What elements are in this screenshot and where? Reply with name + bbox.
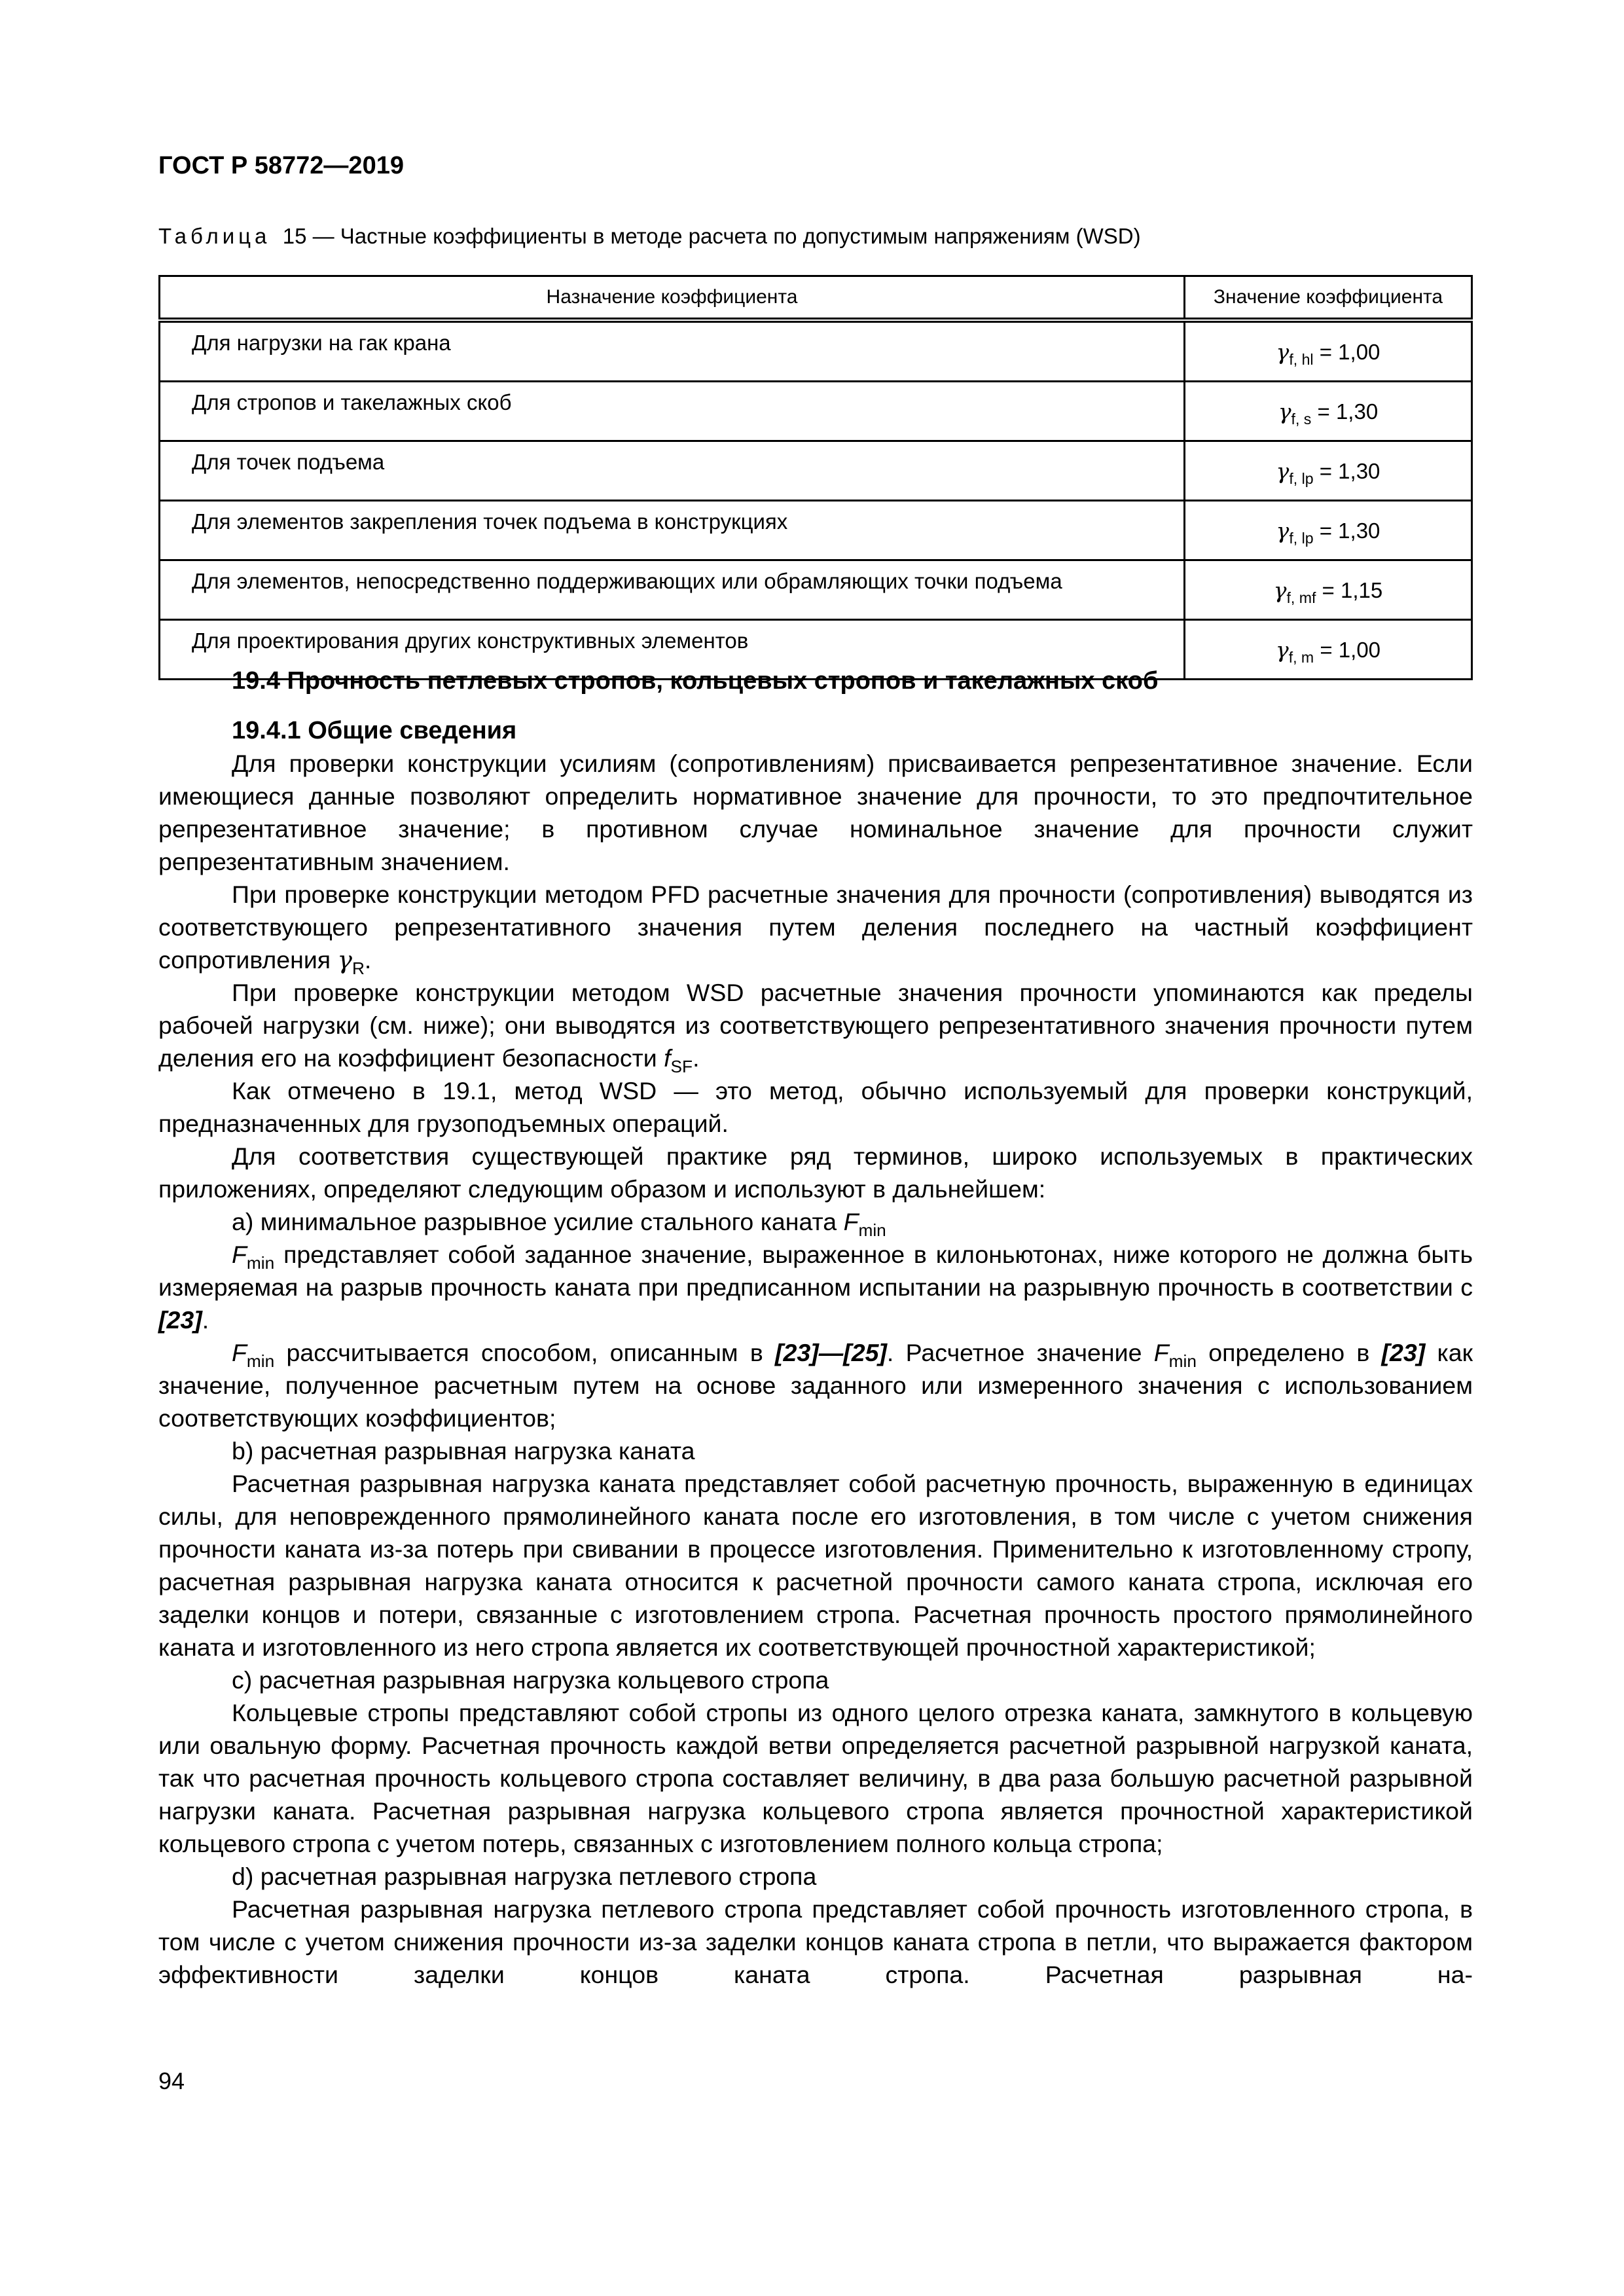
paragraph xyxy=(158,747,1473,878)
coefficient-number: = 1,30 xyxy=(1311,399,1379,424)
coefficient-value xyxy=(1185,441,1472,501)
coefficient-value xyxy=(1185,560,1472,620)
subscript: min xyxy=(246,1351,275,1372)
gamma-symbol: γ xyxy=(1273,577,1287,603)
table-caption-text: 15 — Частные коэффициенты в методе расчета по допустимым напряжениям (WSD) xyxy=(282,224,1141,248)
coefficient-purpose: Для проектирования других конструктивных элементов xyxy=(160,620,1185,680)
table-caption-label: Таблица xyxy=(158,224,271,248)
coefficient-subscript: f, mf xyxy=(1286,589,1316,606)
text-run: При проверке конструкции методом WSD расчетные значения прочности упоминаются как пределы рабочей нагрузки (см. ниже); они выводятся из соответствующего репрезентативного значения прочности путем деления его на коэффициент безопасности xyxy=(158,979,1473,1072)
text-run: d) расчетная разрывная нагрузка петлевого стропа xyxy=(232,1863,817,1890)
text-run: определено в xyxy=(1196,1339,1382,1366)
table-row xyxy=(160,320,1472,382)
coefficient-value xyxy=(1185,501,1472,560)
coefficient-subscript: f, lp xyxy=(1289,469,1314,487)
section-body xyxy=(158,665,1473,1991)
subscript: R xyxy=(352,958,365,979)
coefficient-subscript: f, lp xyxy=(1289,529,1314,547)
table-caption xyxy=(158,224,1141,249)
coefficient-subscript: f, s xyxy=(1291,410,1312,428)
text-run: Расчетная разрывная нагрузка каната представляет собой расчетную прочность, выраженную в единицах силы, для неповрежденного прямолинейного каната после его изготовления, в том числе с учетом снижения прочности каната из-за потерь при свивании в процессе изготовления. Применительно к изготовленному стропу, расчетная разрывная нагрузка каната относится к расчетной прочности самого каната стропа, исключая его заделки концов и потери, связанные с изготовлением стропа. Расчетная прочность простого прямолинейного каната и изготовленного из него стропа является их соответствующей прочностной характеристикой; xyxy=(158,1470,1473,1661)
paragraph xyxy=(158,878,1473,979)
text-run: a) минимальное разрывное усилие стального каната xyxy=(232,1208,844,1235)
text-run: c) расчетная разрывная нагрузка кольцевого стропа xyxy=(232,1666,829,1694)
coefficient-purpose: Для точек подъема xyxy=(160,441,1185,501)
italic-symbol: F xyxy=(843,1208,859,1235)
coefficient-number: = 1,00 xyxy=(1314,637,1381,662)
text-run: Кольцевые стропы представляют собой стропы из одного целого отрезка каната, замкнутого в кольцевую или овальную форму. Расчетная прочность каждой ветви определяется расчетной разрывной нагрузкой каната, так что расчетная прочность кольцевого стропа составляет величину, в два раза большую расчетной разрывной нагрузки каната. Расчетная разрывная нагрузка кольцевого стропа является прочностной характеристикой кольцевого стропа с учетом потерь, связанных с изготовлением полного кольца стропа; xyxy=(158,1699,1473,1857)
table-row xyxy=(160,382,1472,441)
italic-symbol: f xyxy=(664,1044,671,1072)
reference-link: [23] xyxy=(1381,1339,1426,1366)
paragraph xyxy=(158,1664,1473,1696)
coefficient-number: = 1,30 xyxy=(1313,518,1380,543)
subscript: SF xyxy=(670,1057,693,1077)
coefficient-value xyxy=(1185,320,1472,382)
coefficients-table xyxy=(158,275,1473,680)
table-header-row xyxy=(160,276,1472,321)
paragraph xyxy=(158,1238,1473,1336)
document-id: ГОСТ Р 58772—2019 xyxy=(158,152,404,179)
table-row xyxy=(160,501,1472,560)
coefficient-number: = 1,30 xyxy=(1313,458,1380,483)
text-run: . xyxy=(364,946,372,974)
text-run: рассчитывается способом, описанным в xyxy=(274,1339,776,1366)
text-run: Для соответствия существующей практике ряд терминов, широко используемых в практических приложениях, определяют следующим образом и используют в дальнейшем: xyxy=(158,1142,1473,1203)
coefficient-purpose: Для элементов закрепления точек подъема в конструкциях xyxy=(160,501,1185,560)
paragraph xyxy=(158,1205,1473,1241)
coefficient-purpose: Для нагрузки на гак крана xyxy=(160,320,1185,382)
gamma-symbol: γ xyxy=(1276,458,1290,484)
subscript: min xyxy=(1168,1351,1197,1372)
paragraph xyxy=(158,1140,1473,1205)
text-run: . Расчетное значение xyxy=(886,1339,1154,1366)
reference-link: [23] xyxy=(158,1306,202,1334)
paragraph xyxy=(158,1467,1473,1664)
text-run: . xyxy=(202,1306,209,1334)
gamma-symbol: γ xyxy=(1275,636,1289,663)
italic-symbol: F xyxy=(232,1241,247,1268)
coefficient-number: = 1,00 xyxy=(1313,339,1380,364)
paragraph xyxy=(158,1336,1473,1434)
italic-symbol: F xyxy=(232,1339,247,1366)
paragraph xyxy=(158,1893,1473,1991)
text-run: . xyxy=(693,1044,700,1072)
subscript: min xyxy=(858,1220,886,1241)
text-run: представляет собой заданное значение, выраженное в килоньютонах, ниже которого не должна быть измеряемая на разрыв прочность каната при предписанном испытании на разрывную прочность в соответствии с xyxy=(158,1241,1473,1301)
paragraph xyxy=(158,1696,1473,1860)
column-header-purpose: Назначение коэффициента xyxy=(160,276,1185,321)
gamma-symbol: γ xyxy=(1276,517,1290,543)
text-run: Расчетная разрывная нагрузка петлевого стропа представляет собой прочность изготовленного стропа, в том числе с учетом снижения прочности из-за заделки концов каната стропа в петли, что выражается фактором эффективности заделки концов каната стропа. Расчетная разрывная на- xyxy=(158,1895,1473,1988)
text-run: b) расчетная разрывная нагрузка каната xyxy=(232,1437,695,1465)
subsection-heading: 19.4.1 Общие сведения xyxy=(232,717,517,744)
text-run: При проверке конструкции методом PFD расчетные значения для прочности (сопротивления) выводятся из соответствующего репрезентативного значения путем деления последнего на частный коэффициент сопротивления xyxy=(158,881,1473,974)
coefficient-purpose: Для стропов и такелажных скоб xyxy=(160,382,1185,441)
paragraph xyxy=(158,976,1473,1077)
coefficient-number: = 1,15 xyxy=(1316,577,1383,602)
text-run: как значение, полученное расчетным путем на основе заданного или измеренного значения с использованием соответствующих коэффициентов; xyxy=(158,1339,1473,1432)
paragraph xyxy=(158,1860,1473,1893)
page-number: 94 xyxy=(158,2068,185,2094)
gamma-symbol: γ xyxy=(1278,398,1291,424)
section-heading: 19.4 Прочность петлевых стропов, кольцевых стропов и такелажных скоб xyxy=(232,667,1159,695)
subscript: min xyxy=(246,1253,275,1273)
reference-link: [23]—[25] xyxy=(775,1339,887,1366)
column-header-value: Значение коэффициента xyxy=(1185,276,1472,321)
text-run: Для проверки конструкции усилиям (сопротивлениям) присваивается репрезентативное значение. Если имеющиеся данные позволяют определить нормативное значение для прочности, то это предпочтительное репрезентативное значение; в противном случае номинальное значение для прочности служит репрезентативным значением. xyxy=(158,750,1473,875)
gamma-symbol: γ xyxy=(337,945,352,974)
table-row xyxy=(160,441,1472,501)
italic-symbol: F xyxy=(1153,1339,1169,1366)
paragraph xyxy=(158,1074,1473,1140)
gamma-symbol: γ xyxy=(1276,338,1290,365)
coefficient-subscript: f, hl xyxy=(1289,350,1314,368)
coefficient-value xyxy=(1185,382,1472,441)
coefficient-subscript: f, m xyxy=(1288,648,1314,666)
table-row xyxy=(160,560,1472,620)
text-run: Как отмечено в 19.1, метод WSD — это метод, обычно используемый для проверки конструкций, предназначенных для грузоподъемных операций. xyxy=(158,1077,1473,1137)
paragraph xyxy=(158,1434,1473,1467)
coefficient-purpose: Для элементов, непосредственно поддерживающих или обрамляющих точки подъема xyxy=(160,560,1185,620)
